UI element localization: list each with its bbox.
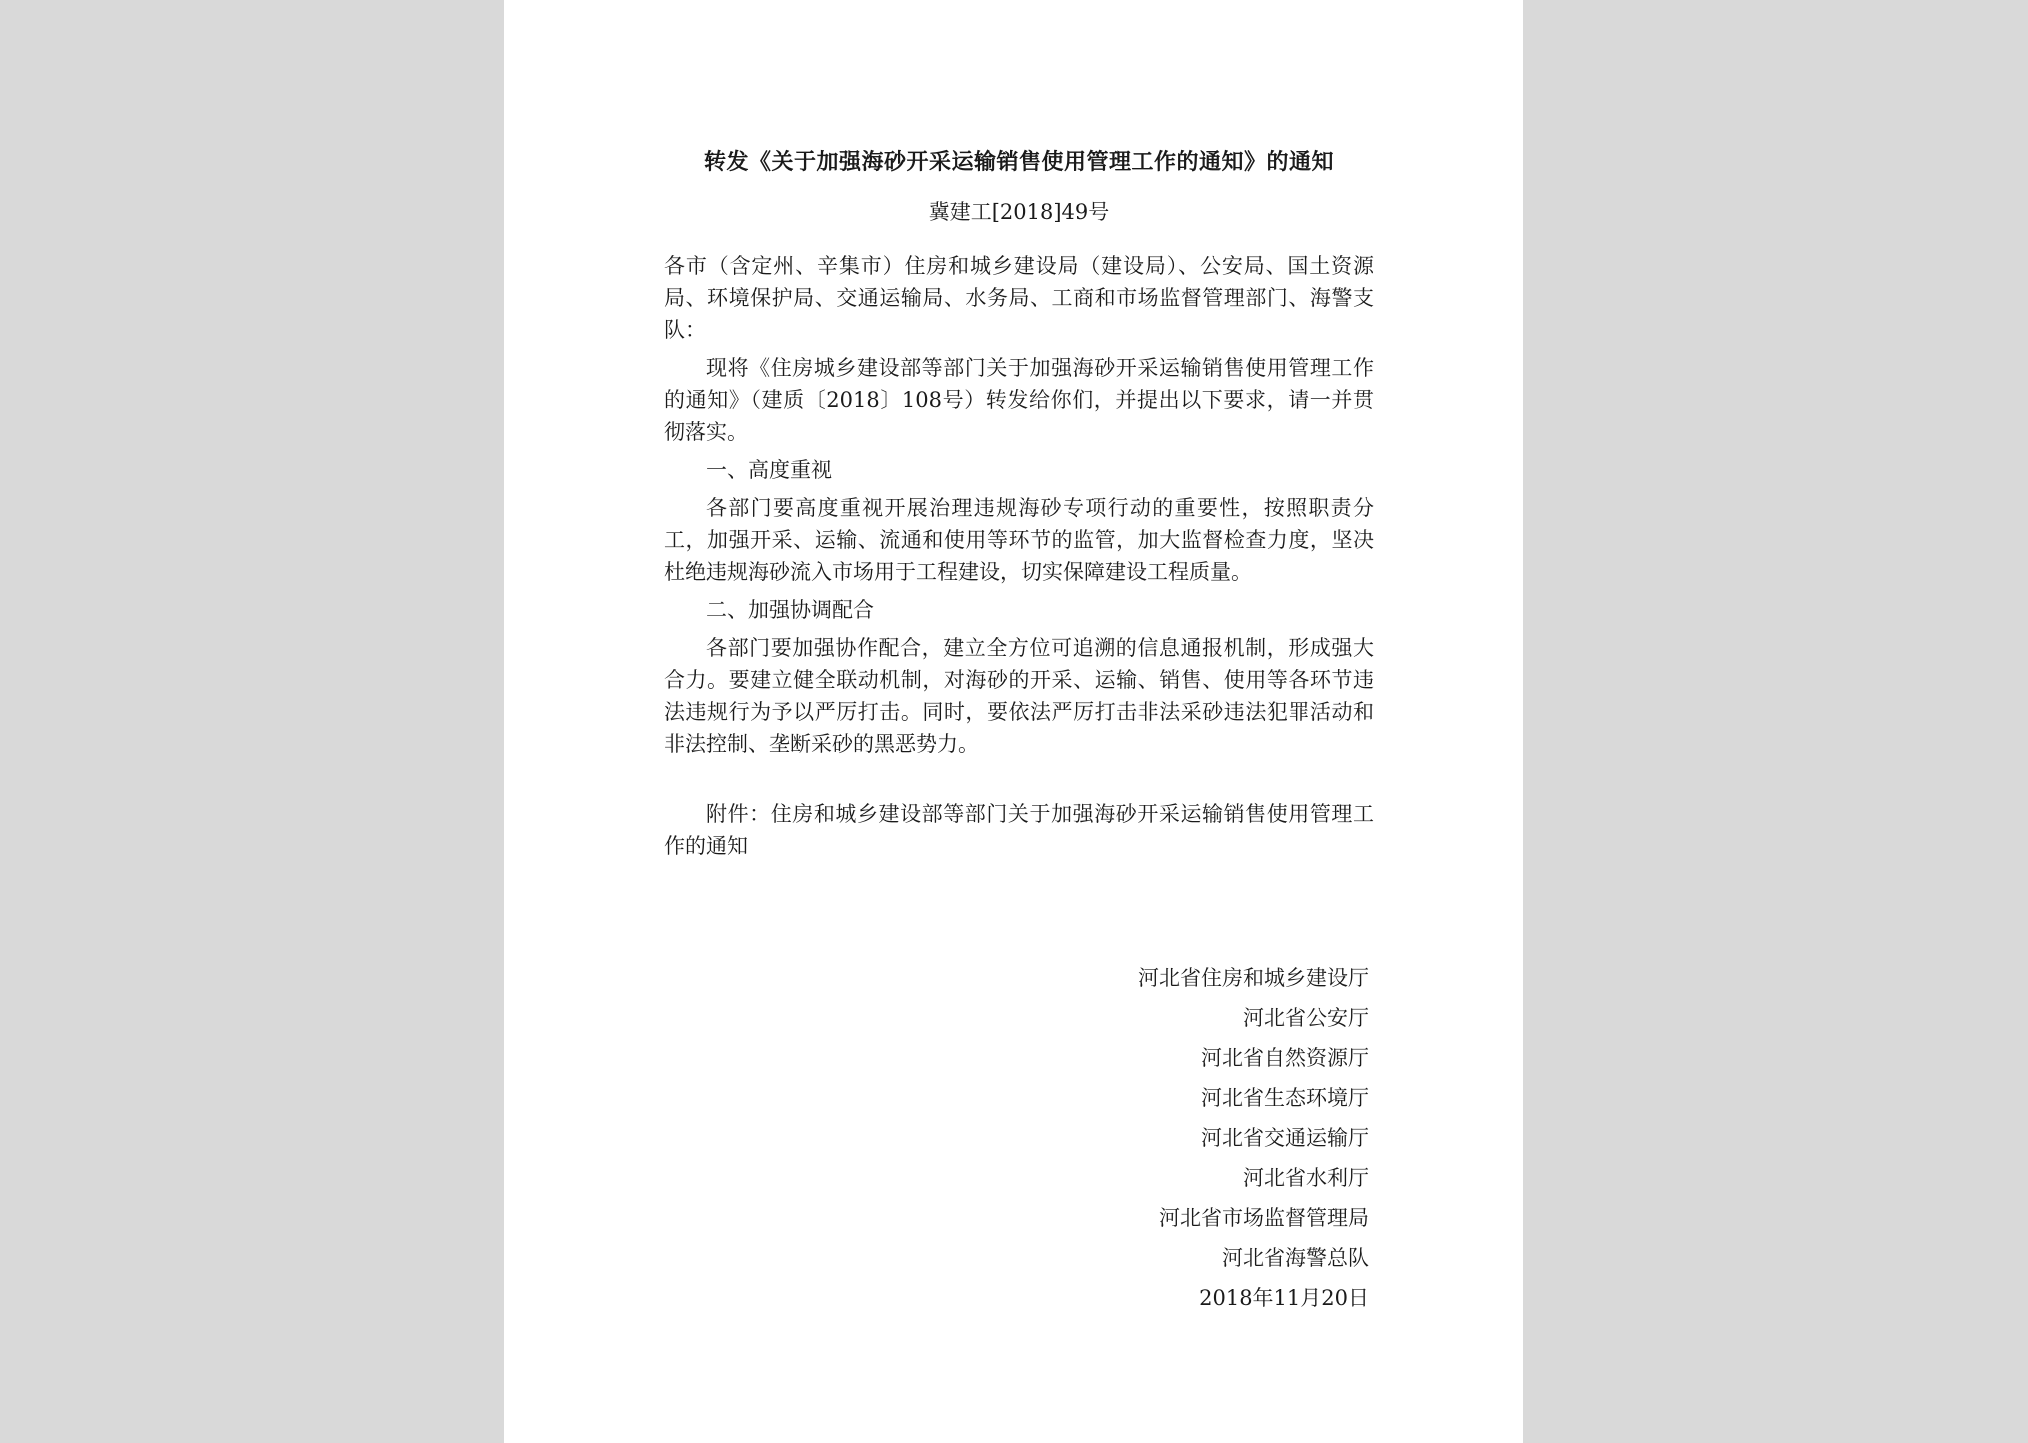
- signatory: 河北省公安厅: [1243, 1006, 1369, 1030]
- intro-paragraph: 现将《住房城乡建设部等部门关于加强海砂开采运输销售使用管理工作的通知》（建质〔2018〕108号）转发给你们，并提出以下要求，请一并贯彻落实。: [664, 356, 1374, 444]
- attachment-note: 附件：住房和城乡建设部等部门关于加强海砂开采运输销售使用管理工作的通知: [664, 802, 1374, 858]
- addressees: 各市（含定州、辛集市）住房和城乡建设局（建设局）、公安局、国土资源局、环境保护局、交通运输局、水务局、工商和市场监督管理部门、海警支队：: [664, 254, 1374, 342]
- section-1-body: 各部门要高度重视开展治理违规海砂专项行动的重要性，按照职责分工，加强开采、运输、流通和使用等环节的监管，加大监督检查力度，坚决杜绝违规海砂流入市场用于工程建设，切实保障建设工程质量。: [664, 496, 1374, 584]
- document-page: [504, 0, 1523, 1443]
- signatory: 河北省住房和城乡建设厅: [1138, 966, 1369, 990]
- document-content: [664, 140, 1374, 868]
- signatory: 河北省自然资源厅: [1201, 1046, 1369, 1070]
- signatory: 河北省水利厅: [1243, 1166, 1369, 1190]
- document-number: 冀建工[2018]49号: [928, 200, 1110, 224]
- signature-block: [1138, 958, 1369, 1318]
- signatory: 河北省生态环境厅: [1201, 1086, 1369, 1110]
- signatory: 河北省市场监督管理局: [1159, 1206, 1369, 1230]
- document-date: 2018年11月20日: [1199, 1286, 1369, 1310]
- signatory: 河北省交通运输厅: [1201, 1126, 1369, 1150]
- signatory: 河北省海警总队: [1222, 1246, 1369, 1270]
- section-2-body: 各部门要加强协作配合，建立全方位可追溯的信息通报机制，形成强大合力。要建立健全联动机制，对海砂的开采、运输、销售、使用等各环节违法违规行为予以严厉打击。同时，要依法严厉打击非法采砂违法犯罪活动和非法控制、垄断采砂的黑恶势力。: [664, 636, 1374, 756]
- section-2-heading: 二、加强协调配合: [706, 598, 874, 622]
- document-title: 转发《关于加强海砂开采运输销售使用管理工作的通知》的通知: [703, 149, 1334, 175]
- section-1-heading: 一、高度重视: [706, 458, 832, 482]
